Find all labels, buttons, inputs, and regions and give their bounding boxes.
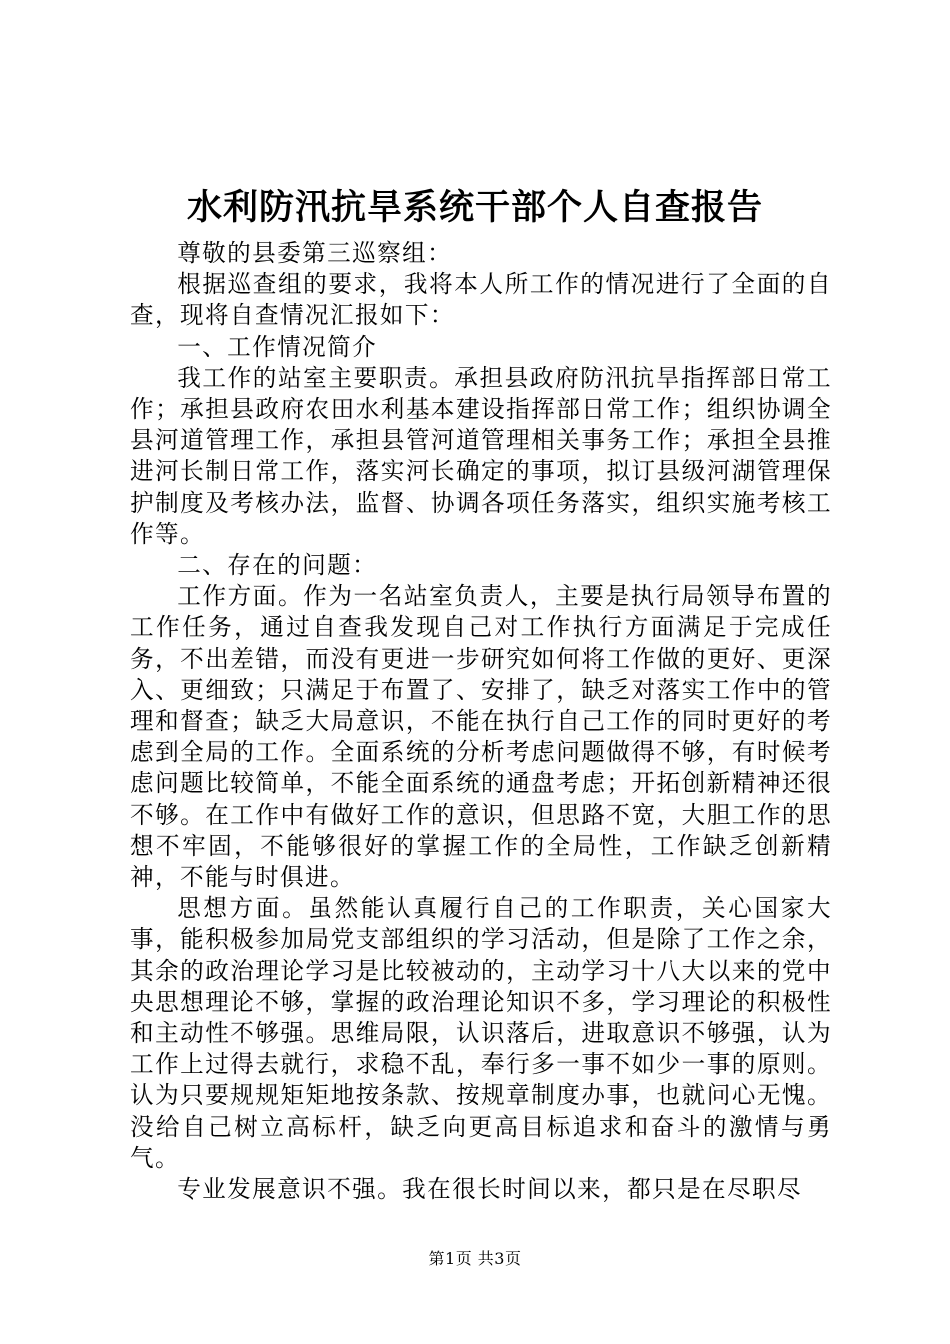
section-heading-work-overview: 一、工作情况简介: [177, 332, 378, 361]
work-duties-paragraph: 我工作的站室主要职责。承担县政府防汛抗旱指挥部日常工作；承担县政府农田水利基本建设指挥部日常工作；组织协调全县河道管理工作，承担县管河道管理相关事务工作；承担全县推进河长制日常工作，落实河长确定的事项，拟订县级河湖管理保护制度及考核办法，监督、协调各项任务落实，组织实施考核工作等。: [130, 363, 832, 548]
page-footer: 第1页 共3页: [428, 1249, 522, 1268]
document-title: 水利防汛抗旱系统干部个人自查报告: [186, 187, 763, 228]
work-aspect-paragraph: 工作方面。作为一名站室负责人，主要是执行局领导布置的工作任务，通过自查我发现自己对工作执行方面满足于完成任务，不出差错，而没有更进一步研究如何将工作做的更好、更深入、更细致；只满足于布置了、安排了，缺乏对落实工作中的管理和督查；缺乏大局意识，不能在执行自己工作的同时更好的考虑到全局的工作。全面系统的分析考虑问题做得不够，有时候考虑问题比较简单，不能全面系统的通盘考虑；开拓创新精神还很不够。在工作中有做好工作的意识，但思路不宽，大胆工作的思想不牢固，不能够很好的掌握工作的全局性，工作缺乏创新精神，不能与时俱进。: [130, 582, 832, 892]
professional-development-paragraph: 专业发展意识不强。我在很长时间以来，都只是在尽职尽: [177, 1175, 803, 1204]
section-heading-problems: 二、存在的问题：: [177, 551, 378, 580]
salutation: 尊敬的县委第三巡察组：: [177, 239, 453, 267]
intro-paragraph: 根据巡查组的要求，我将本人所工作的情况进行了全面的自查，现将自查情况汇报如下：: [130, 270, 832, 330]
thought-aspect-paragraph: 思想方面。虽然能认真履行自己的工作职责，关心国家大事，能积极参加局党支部组织的学习活动，但是除了工作之余，其余的政治理论学习是比较被动的，主动学习十八大以来的党中央思想理论不够，掌握的政治理论知识不多，学习理论的积极性和主动性不够强。思维局限，认识落后，进取意识不够强，认为工作上过得去就行，求稳不乱，奉行多一事不如少一事的原则。认为只要规规矩矩地按条款、按规章制度办事，也就问心无愧。没给自己树立高标杆，缺乏向更高目标追求和奋斗的激情与勇气。: [130, 894, 832, 1172]
document-body: [130, 238, 832, 1205]
